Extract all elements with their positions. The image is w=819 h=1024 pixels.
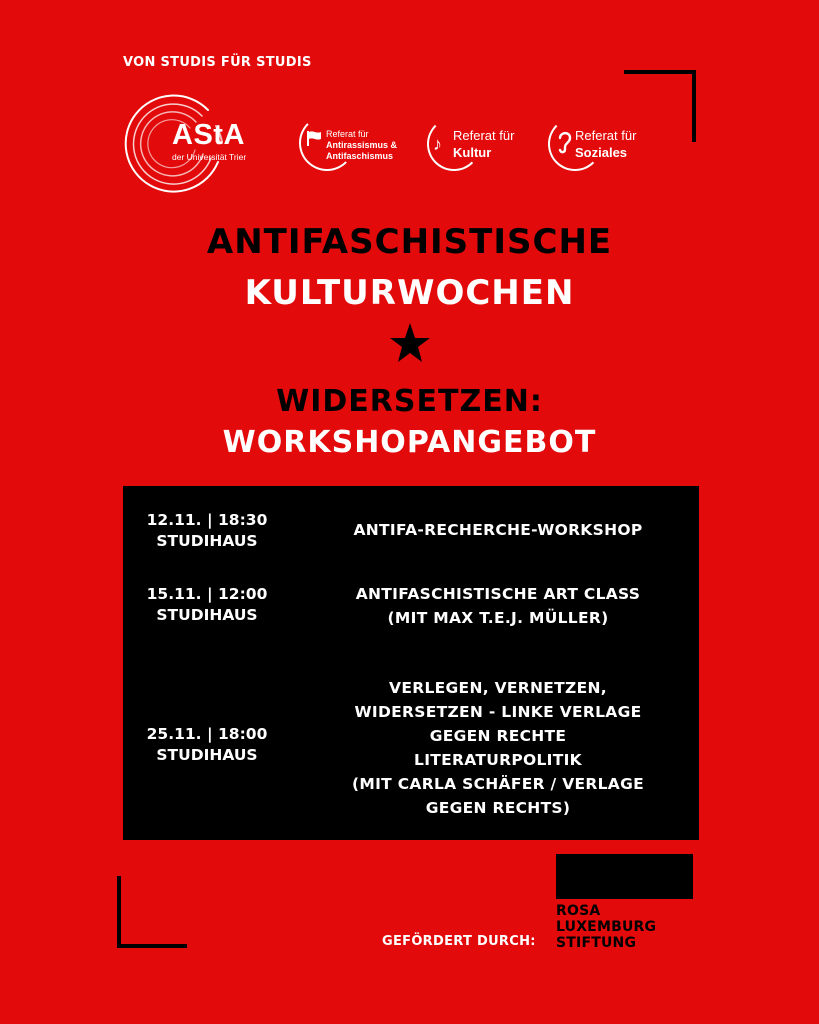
star-icon <box>389 322 431 364</box>
referat-kultur-logo <box>427 117 537 177</box>
sponsor-line-3: STIFTUNG <box>556 935 637 951</box>
event-title-line: LITERATURPOLITIK <box>414 751 582 769</box>
referat-label-line2: Antirassismus & <box>326 140 398 150</box>
event-title-line: (MIT MAX T.E.J. MÜLLER) <box>387 609 609 627</box>
referat-label-line1: Referat für <box>453 128 515 143</box>
asta-logo <box>172 120 246 163</box>
title-line-2: KULTURWOCHEN <box>244 273 575 313</box>
corner-bracket-bottom-left <box>117 876 187 948</box>
event-title <box>313 582 683 630</box>
event-title <box>313 676 683 820</box>
rosa-luxemburg-logo-text <box>556 903 656 951</box>
flag-icon <box>305 129 323 147</box>
referat-label-line2: Kultur <box>453 145 492 160</box>
event-date: 12.11. | 18:30 <box>146 511 268 529</box>
event-title-line: ANTIFASCHISTISCHE ART CLASS <box>355 585 641 603</box>
sponsor-line-1: ROSA <box>556 903 601 919</box>
rosa-luxemburg-logo-block <box>556 854 693 899</box>
asta-subtitle: der Universität Trier <box>172 152 247 162</box>
referat-label-line1: Referat für <box>326 129 369 139</box>
event-title <box>313 518 683 542</box>
referat-label-line3: Antifaschismus <box>326 151 394 161</box>
event-title-line: WIDERSETZEN - LINKE VERLAGE <box>354 703 642 721</box>
event-title-line: ANTIFA-RECHERCHE-WORKSHOP <box>353 521 643 539</box>
referat-label-line1: Referat für <box>575 128 637 143</box>
event-when <box>123 584 291 626</box>
event-title-line: GEGEN RECHTE <box>429 727 567 745</box>
referat-soziales-logo <box>548 117 663 177</box>
event-title-line: GEGEN RECHTS) <box>425 799 571 817</box>
music-note-icon: ♪ <box>433 134 442 154</box>
event-date: 25.11. | 18:00 <box>146 725 268 743</box>
event-when <box>123 510 291 552</box>
funded-by-label: GEFÖRDERT DURCH: <box>382 934 536 949</box>
schedule-box <box>123 486 699 840</box>
event-when <box>123 724 291 766</box>
ear-icon <box>557 129 573 155</box>
sponsor-line-2: LUXEMBURG <box>556 919 657 935</box>
event-place: STUDIHAUS <box>156 746 258 764</box>
subtitle-line-2: WORKSHOPANGEBOT <box>222 425 597 460</box>
event-date: 15.11. | 12:00 <box>146 585 268 603</box>
asta-name: AStA <box>172 119 245 151</box>
referat-label-line2: Soziales <box>575 145 628 160</box>
referat-antirassismus-logo <box>299 115 414 175</box>
tagline: VON STUDIS FÜR STUDIS <box>123 55 312 70</box>
event-title-line: VERLEGEN, VERNETZEN, <box>389 679 607 697</box>
event-title-line: (MIT CARLA SCHÄFER / VERLAGE <box>352 775 644 793</box>
event-place: STUDIHAUS <box>156 606 258 624</box>
subtitle-line-1: WIDERSETZEN: <box>276 384 543 419</box>
event-place: STUDIHAUS <box>156 532 258 550</box>
title-line-1: ANTIFASCHISTISCHE <box>206 222 613 262</box>
